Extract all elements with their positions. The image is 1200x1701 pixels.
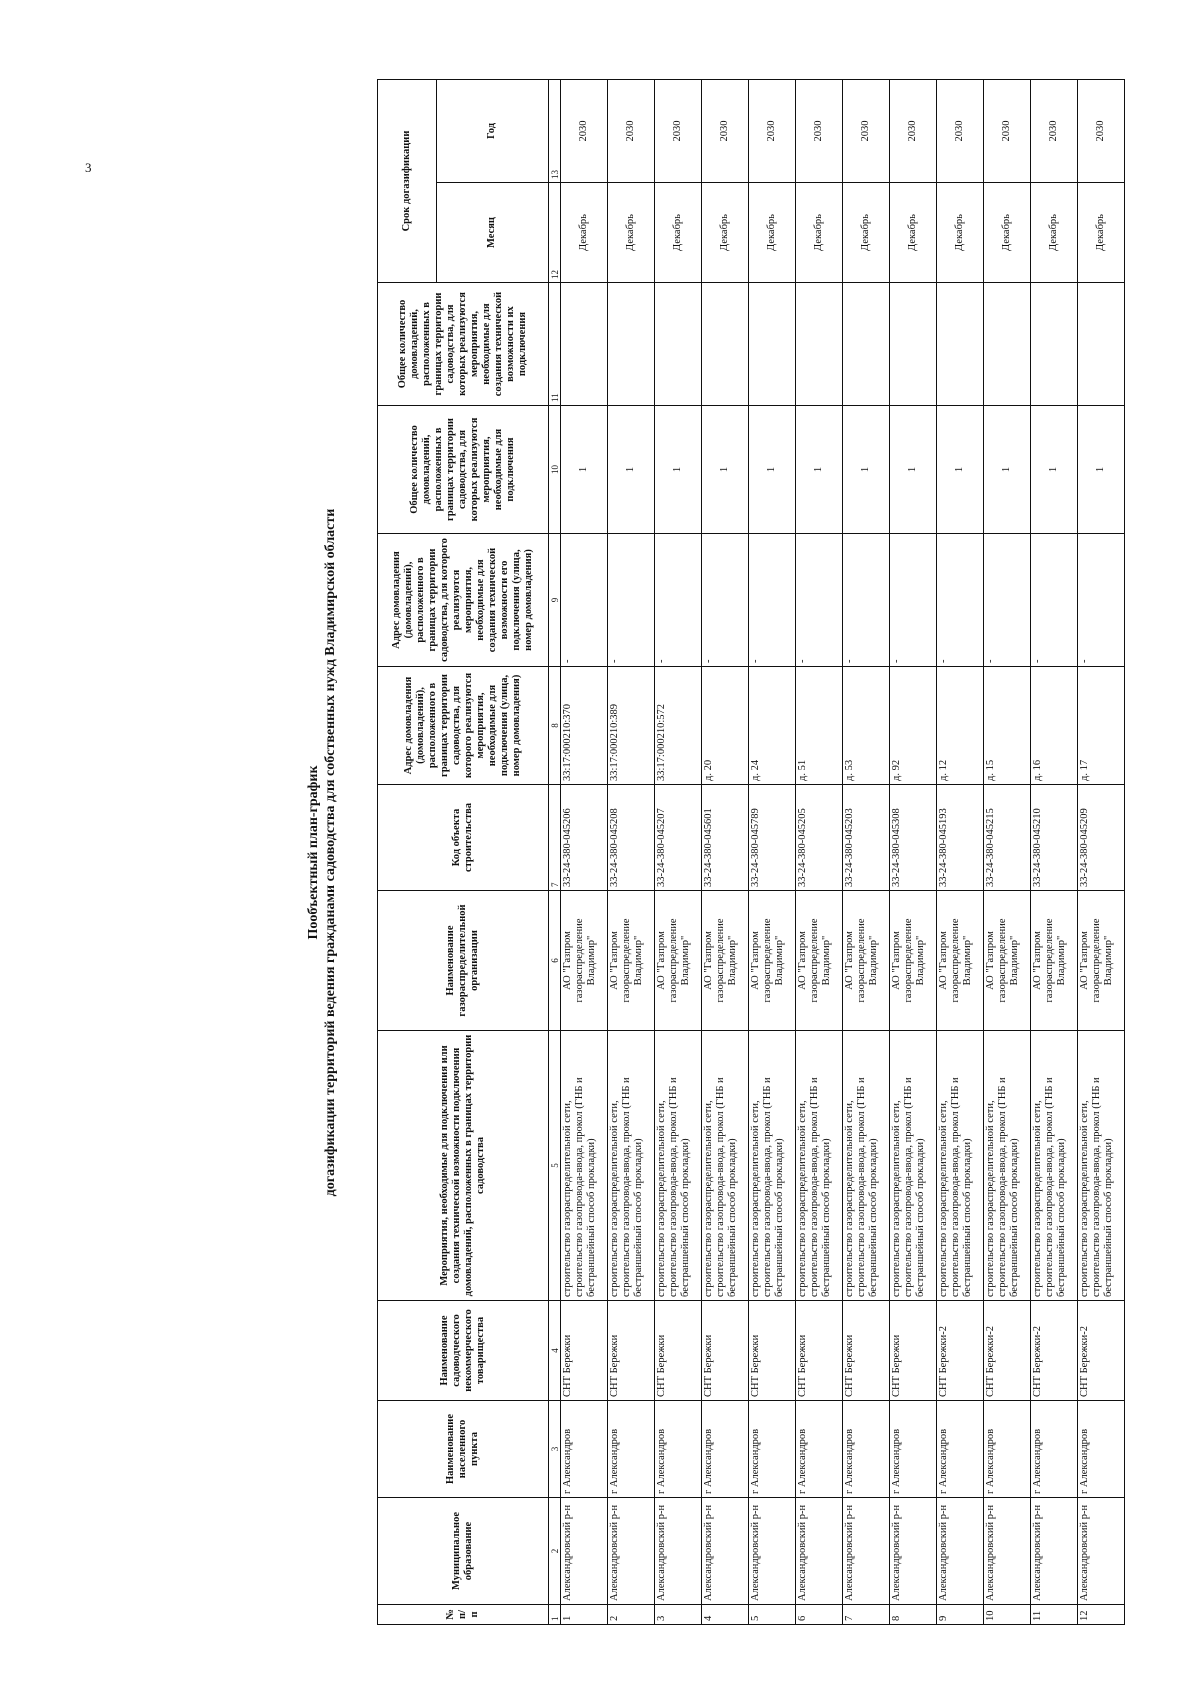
- cell-count-connect: 1: [608, 406, 655, 534]
- cell-num: 3: [655, 1605, 702, 1625]
- cell-address: д. 12: [937, 667, 984, 785]
- cell-object-code: 33-24-380-045215: [984, 785, 1031, 891]
- cell-partnership: СНТ Бережки: [749, 1301, 796, 1401]
- cell-object-code: 33-24-380-045206: [561, 785, 608, 891]
- cell-settlement: г Александров: [655, 1401, 702, 1498]
- cell-address-tech: -: [561, 534, 608, 667]
- cell-address: д. 17: [1078, 667, 1125, 785]
- cell-measures: строительство газораспределительной сети, строительство газопровода-ввода, прокол (ГНБ и бестраншейный способ прокладки): [937, 1031, 984, 1301]
- cell-year: 2030: [749, 80, 796, 183]
- header-address: Адрес домовладения (домовладений), расположенного в границах территории садоводства, для которого реализуются мероприятия, необходимые для подключения (улица, номер домовладения): [378, 667, 549, 785]
- column-number: 7: [549, 785, 561, 891]
- table-row: [561, 80, 608, 1625]
- cell-gdo: АО "Газпром газораспределение Владимир": [937, 891, 984, 1031]
- cell-count-tech: [937, 283, 984, 406]
- cell-count-tech: [984, 283, 1031, 406]
- cell-measures: строительство газораспределительной сети, строительство газопровода-ввода, прокол (ГНБ и бестраншейный способ прокладки): [655, 1031, 702, 1301]
- cell-object-code: 33-24-380-045209: [1078, 785, 1125, 891]
- cell-month: Декабрь: [1078, 183, 1125, 283]
- cell-object-code: 33-24-380-045193: [937, 785, 984, 891]
- cell-year: 2030: [937, 80, 984, 183]
- cell-measures: строительство газораспределительной сети, строительство газопровода-ввода, прокол (ГНБ и бестраншейный способ прокладки): [702, 1031, 749, 1301]
- header-measures: Мероприятия, необходимые для подключения или создания технической возможности подключения домовладений, расположенных в границах территории садоводства: [378, 1031, 549, 1301]
- header-row: [378, 80, 437, 1625]
- column-number: 2: [549, 1498, 561, 1605]
- cell-month: Декабрь: [937, 183, 984, 283]
- cell-count-connect: 1: [890, 406, 937, 534]
- cell-count-connect: 1: [655, 406, 702, 534]
- cell-measures: строительство газораспределительной сети, строительство газопровода-ввода, прокол (ГНБ и бестраншейный способ прокладки): [890, 1031, 937, 1301]
- cell-gdo: АО "Газпром газораспределение Владимир": [749, 891, 796, 1031]
- table-body: [561, 80, 1125, 1625]
- cell-municipality: Александровский р-н: [984, 1498, 1031, 1605]
- cell-count-connect: 1: [843, 406, 890, 534]
- table-row: [655, 80, 702, 1625]
- cell-municipality: Александровский р-н: [796, 1498, 843, 1605]
- cell-month: Декабрь: [749, 183, 796, 283]
- cell-year: 2030: [561, 80, 608, 183]
- cell-count-tech: [608, 283, 655, 406]
- table-row: [890, 80, 937, 1625]
- cell-count-connect: 1: [937, 406, 984, 534]
- cell-count-tech: [749, 283, 796, 406]
- column-number: 8: [549, 667, 561, 785]
- cell-municipality: Александровский р-н: [843, 1498, 890, 1605]
- cell-address-tech: -: [843, 534, 890, 667]
- cell-year: 2030: [702, 80, 749, 183]
- cell-month: Декабрь: [796, 183, 843, 283]
- cell-year: 2030: [608, 80, 655, 183]
- cell-num: 12: [1078, 1605, 1125, 1625]
- table-row: [984, 80, 1031, 1625]
- header-count-connect: Общее количество домовладений, расположенных в границах территории садоводства, для которых реализуются мероприятия, необходимые для подключения: [378, 406, 549, 534]
- cell-partnership: СНТ Бережки: [796, 1301, 843, 1401]
- cell-num: 1: [561, 1605, 608, 1625]
- cell-partnership: СНТ Бережки-2: [937, 1301, 984, 1401]
- cell-num: 8: [890, 1605, 937, 1625]
- table-row: [1078, 80, 1125, 1625]
- cell-gdo: АО "Газпром газораспределение Владимир": [655, 891, 702, 1031]
- cell-measures: строительство газораспределительной сети, строительство газопровода-ввода, прокол (ГНБ и бестраншейный способ прокладки): [1078, 1031, 1125, 1301]
- header-address-tech: Адрес домовладения (домовладений), расположенного в границах территории садоводства, для которого реализуются мероприятия, необходимые для создания технической возможности его подключения (улица, номер домовладения): [378, 534, 549, 667]
- cell-address: 33:17:000210:389: [608, 667, 655, 785]
- cell-year: 2030: [796, 80, 843, 183]
- cell-municipality: Александровский р-н: [1031, 1498, 1078, 1605]
- cell-count-tech: [655, 283, 702, 406]
- cell-num: 10: [984, 1605, 1031, 1625]
- cell-count-connect: 1: [1031, 406, 1078, 534]
- cell-count-connect: 1: [1078, 406, 1125, 534]
- cell-address-tech: -: [702, 534, 749, 667]
- cell-num: 5: [749, 1605, 796, 1625]
- cell-partnership: СНТ Бережки-2: [1078, 1301, 1125, 1401]
- table-row: [749, 80, 796, 1625]
- cell-count-connect: 1: [702, 406, 749, 534]
- cell-municipality: Александровский р-н: [608, 1498, 655, 1605]
- cell-year: 2030: [890, 80, 937, 183]
- cell-measures: строительство газораспределительной сети, строительство газопровода-ввода, прокол (ГНБ и бестраншейный способ прокладки): [608, 1031, 655, 1301]
- header-month: Месяц: [436, 183, 548, 283]
- cell-municipality: Александровский р-н: [561, 1498, 608, 1605]
- cell-partnership: СНТ Бережки-2: [1031, 1301, 1078, 1401]
- table-row: [937, 80, 984, 1625]
- cell-address: д. 15: [984, 667, 1031, 785]
- cell-year: 2030: [843, 80, 890, 183]
- cell-partnership: СНТ Бережки: [561, 1301, 608, 1401]
- cell-month: Декабрь: [890, 183, 937, 283]
- cell-object-code: 33-24-380-045210: [1031, 785, 1078, 891]
- cell-gdo: АО "Газпром газораспределение Владимир": [702, 891, 749, 1031]
- cell-settlement: г Александров: [984, 1401, 1031, 1498]
- cell-address: д. 51: [796, 667, 843, 785]
- cell-object-code: 33-24-380-045601: [702, 785, 749, 891]
- title-line-2: догазификации территорий ведения гражданами садоводства для собственных нужд Владимирской области: [323, 508, 338, 1197]
- cell-gdo: АО "Газпром газораспределение Владимир": [561, 891, 608, 1031]
- cell-address-tech: -: [890, 534, 937, 667]
- cell-partnership: СНТ Бережки: [608, 1301, 655, 1401]
- cell-measures: строительство газораспределительной сети, строительство газопровода-ввода, прокол (ГНБ и бестраншейный способ прокладки): [1031, 1031, 1078, 1301]
- page-number: 3: [85, 160, 92, 175]
- table-row: [702, 80, 749, 1625]
- cell-object-code: 33-24-380-045208: [608, 785, 655, 891]
- cell-num: 9: [937, 1605, 984, 1625]
- header-settlement: Наименование населенного пункта: [378, 1401, 549, 1498]
- cell-address-tech: -: [937, 534, 984, 667]
- cell-count-connect: 1: [749, 406, 796, 534]
- column-number: 12: [549, 183, 561, 283]
- cell-count-tech: [561, 283, 608, 406]
- cell-year: 2030: [655, 80, 702, 183]
- document-title: [305, 80, 339, 1625]
- column-number: 1: [549, 1605, 561, 1625]
- table-row: [796, 80, 843, 1625]
- cell-address-tech: -: [655, 534, 702, 667]
- column-number: 3: [549, 1401, 561, 1498]
- cell-address: д. 92: [890, 667, 937, 785]
- cell-partnership: СНТ Бережки: [890, 1301, 937, 1401]
- cell-address-tech: -: [796, 534, 843, 667]
- cell-address: д. 16: [1031, 667, 1078, 785]
- cell-address: 33:17:000210:370: [561, 667, 608, 785]
- cell-year: 2030: [1031, 80, 1078, 183]
- column-number: 13: [549, 80, 561, 183]
- cell-partnership: СНТ Бережки: [655, 1301, 702, 1401]
- cell-month: Декабрь: [843, 183, 890, 283]
- cell-num: 6: [796, 1605, 843, 1625]
- cell-settlement: г Александров: [702, 1401, 749, 1498]
- cell-object-code: 33-24-380-045207: [655, 785, 702, 891]
- cell-measures: строительство газораспределительной сети, строительство газопровода-ввода, прокол (ГНБ и бестраншейный способ прокладки): [984, 1031, 1031, 1301]
- title-line-1: Пообъектный план-график: [306, 765, 321, 940]
- cell-address: д. 20: [702, 667, 749, 785]
- header-gdo: Наименование газораспределительной организации: [378, 891, 549, 1031]
- cell-object-code: 33-24-380-045308: [890, 785, 937, 891]
- cell-gdo: АО "Газпром газораспределение Владимир": [796, 891, 843, 1031]
- header-partnership: Наименование садоводческого некоммерческого товарищества: [378, 1301, 549, 1401]
- cell-num: 7: [843, 1605, 890, 1625]
- cell-measures: строительство газораспределительной сети, строительство газопровода-ввода, прокол (ГНБ и бестраншейный способ прокладки): [796, 1031, 843, 1301]
- cell-measures: строительство газораспределительной сети, строительство газопровода-ввода, прокол (ГНБ и бестраншейный способ прокладки): [561, 1031, 608, 1301]
- rotated-page: [247, 80, 1200, 1625]
- cell-settlement: г Александров: [796, 1401, 843, 1498]
- cell-count-tech: [1078, 283, 1125, 406]
- cell-address-tech: -: [1031, 534, 1078, 667]
- cell-settlement: г Александров: [749, 1401, 796, 1498]
- column-number: 11: [549, 283, 561, 406]
- cell-object-code: 33-24-380-045203: [843, 785, 890, 891]
- cell-month: Декабрь: [608, 183, 655, 283]
- cell-municipality: Александровский р-н: [749, 1498, 796, 1605]
- cell-address: д. 53: [843, 667, 890, 785]
- table-row: [1031, 80, 1078, 1625]
- cell-settlement: г Александров: [608, 1401, 655, 1498]
- cell-count-connect: 1: [796, 406, 843, 534]
- header-count-tech: Общее количество домовладений, расположенных в границах территории садоводства, для которых реализуются мероприятия, необходимые для создания технической возможности их подключения: [378, 283, 549, 406]
- header-object-code: Код объекта строительства: [378, 785, 549, 891]
- cell-address-tech: -: [1078, 534, 1125, 667]
- cell-address: д. 24: [749, 667, 796, 785]
- column-number: 9: [549, 534, 561, 667]
- column-number: 10: [549, 406, 561, 534]
- cell-gdo: АО "Газпром газораспределение Владимир": [1031, 891, 1078, 1031]
- cell-year: 2030: [984, 80, 1031, 183]
- cell-object-code: 33-24-380-045789: [749, 785, 796, 891]
- table-row: [843, 80, 890, 1625]
- table-row: [608, 80, 655, 1625]
- cell-address-tech: -: [984, 534, 1031, 667]
- cell-gdo: АО "Газпром газораспределение Владимир": [608, 891, 655, 1031]
- cell-count-tech: [796, 283, 843, 406]
- cell-municipality: Александровский р-н: [890, 1498, 937, 1605]
- cell-partnership: СНТ Бережки: [702, 1301, 749, 1401]
- cell-month: Декабрь: [655, 183, 702, 283]
- header-municipality: Муниципальное образование: [378, 1498, 549, 1605]
- cell-count-tech: [702, 283, 749, 406]
- cell-measures: строительство газораспределительной сети, строительство газопровода-ввода, прокол (ГНБ и бестраншейный способ прокладки): [843, 1031, 890, 1301]
- column-number-row: [549, 80, 561, 1625]
- cell-settlement: г Александров: [1031, 1401, 1078, 1498]
- cell-settlement: г Александров: [561, 1401, 608, 1498]
- cell-address-tech: -: [749, 534, 796, 667]
- cell-num: 2: [608, 1605, 655, 1625]
- cell-measures: строительство газораспределительной сети, строительство газопровода-ввода, прокол (ГНБ и бестраншейный способ прокладки): [749, 1031, 796, 1301]
- cell-address: 33:17:000210:572: [655, 667, 702, 785]
- cell-month: Декабрь: [561, 183, 608, 283]
- cell-month: Декабрь: [702, 183, 749, 283]
- cell-gdo: АО "Газпром газораспределение Владимир": [843, 891, 890, 1031]
- cell-count-tech: [890, 283, 937, 406]
- column-number: 6: [549, 891, 561, 1031]
- cell-count-connect: 1: [984, 406, 1031, 534]
- cell-gdo: АО "Газпром газораспределение Владимир": [984, 891, 1031, 1031]
- cell-gdo: АО "Газпром газораспределение Владимир": [890, 891, 937, 1031]
- cell-month: Декабрь: [1031, 183, 1078, 283]
- cell-object-code: 33-24-380-045205: [796, 785, 843, 891]
- cell-settlement: г Александров: [1078, 1401, 1125, 1498]
- cell-num: 4: [702, 1605, 749, 1625]
- column-number: 5: [549, 1031, 561, 1301]
- cell-year: 2030: [1078, 80, 1125, 183]
- cell-municipality: Александровский р-н: [1078, 1498, 1125, 1605]
- cell-municipality: Александровский р-н: [702, 1498, 749, 1605]
- header-deadline: Срок догазификации: [378, 80, 437, 283]
- plan-table: [377, 79, 1125, 1625]
- cell-partnership: СНТ Бережки-2: [984, 1301, 1031, 1401]
- cell-municipality: Александровский р-н: [937, 1498, 984, 1605]
- header-num: № п/п: [378, 1605, 549, 1625]
- cell-partnership: СНТ Бережки: [843, 1301, 890, 1401]
- column-number: 4: [549, 1301, 561, 1401]
- header-year: Год: [436, 80, 548, 183]
- cell-settlement: г Александров: [843, 1401, 890, 1498]
- cell-settlement: г Александров: [890, 1401, 937, 1498]
- cell-count-connect: 1: [561, 406, 608, 534]
- cell-municipality: Александровский р-н: [655, 1498, 702, 1605]
- cell-address-tech: -: [608, 534, 655, 667]
- cell-settlement: г Александров: [937, 1401, 984, 1498]
- cell-count-tech: [843, 283, 890, 406]
- cell-num: 11: [1031, 1605, 1078, 1625]
- cell-count-tech: [1031, 283, 1078, 406]
- cell-gdo: АО "Газпром газораспределение Владимир": [1078, 891, 1125, 1031]
- cell-month: Декабрь: [984, 183, 1031, 283]
